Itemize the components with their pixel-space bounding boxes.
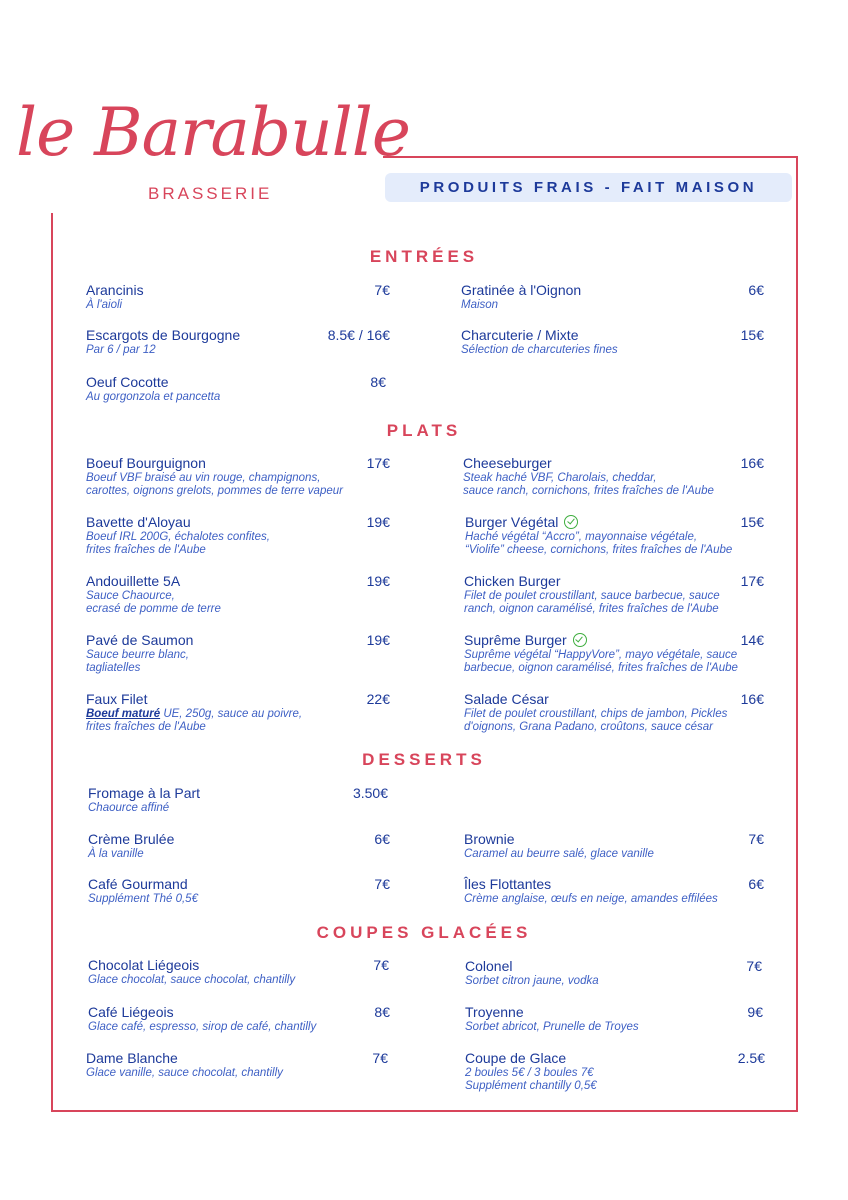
menu-item — [88, 957, 389, 987]
menu-item — [463, 455, 764, 498]
item-desc: Supplément chantilly 0,5€ — [465, 1080, 597, 1092]
item-desc: Caramel au beurre salé, glace vanille — [464, 848, 654, 860]
menu-item — [465, 514, 764, 557]
item-name: Bavette d'Aloyau — [86, 514, 191, 530]
item-name: Escargots de Bourgogne — [86, 327, 241, 343]
item-desc: Au gorgonzola et pancetta — [86, 391, 221, 403]
item-name: Troyenne — [465, 1004, 524, 1020]
item-desc: Haché végétal “Accro”, mayonnaise végétale, — [465, 531, 698, 543]
item-desc: Glace chocolat, sauce chocolat, chantilly — [88, 974, 296, 986]
item-price: 8.5€ / 16€ — [327, 327, 390, 343]
item-name: Fromage à la Part — [88, 785, 201, 801]
item-price: 17€ — [366, 455, 390, 471]
item-name: Îles Flottantes — [464, 876, 552, 892]
item-price: 7€ — [746, 958, 762, 974]
item-desc: Supplément Thé 0,5€ — [88, 893, 198, 905]
item-name: Coupe de Glace — [465, 1050, 567, 1066]
menu-item — [86, 327, 390, 357]
item-name — [465, 514, 764, 530]
item-desc: Crème anglaise, œufs en neige, amandes effilées — [464, 893, 718, 905]
item-price: 3.50€ — [352, 785, 388, 801]
item-name: Salade César — [464, 691, 549, 707]
item-desc: ecrasé de pomme de terre — [86, 603, 221, 615]
item-name: Gratinée à l'Oignon — [461, 282, 582, 298]
brand-logo — [16, 94, 410, 203]
tagline-badge: PRODUITS FRAIS - FAIT MAISON — [385, 173, 792, 202]
item-desc — [86, 708, 390, 721]
item-name: Café Liégeois — [88, 1004, 174, 1020]
menu-item — [88, 1004, 390, 1034]
item-name: Andouillette 5A — [86, 573, 181, 589]
menu-item — [88, 876, 390, 906]
item-desc: carottes, oignons grelots, pommes de terre vapeur — [86, 485, 343, 497]
menu-item — [86, 374, 386, 404]
item-name: Dame Blanche — [86, 1050, 178, 1066]
item-name: Chicken Burger — [464, 573, 561, 589]
item-desc: tagliatelles — [86, 662, 141, 674]
section-title-desserts: DESSERTS — [362, 750, 486, 769]
item-desc: Filet de poulet croustillant, chips de jambon, Pickles — [464, 708, 728, 720]
menu-item — [464, 632, 764, 675]
item-desc: Sorbet abricot, Prunelle de Troyes — [465, 1021, 639, 1033]
item-price: 15€ — [740, 514, 764, 530]
menu-item — [465, 1050, 765, 1093]
menu-item — [88, 831, 390, 861]
item-desc: Sélection de charcuteries fines — [461, 344, 618, 356]
item-name: Colonel — [465, 958, 513, 974]
item-name — [464, 632, 764, 648]
item-desc: Sauce Chaource, — [86, 590, 175, 602]
menu-item — [464, 573, 764, 616]
menu-item — [464, 691, 764, 734]
item-name: Faux Filet — [86, 691, 148, 707]
item-name: Pavé de Saumon — [86, 632, 194, 648]
item-price: 17€ — [740, 573, 764, 589]
item-price: 7€ — [372, 1050, 388, 1066]
item-price: 7€ — [373, 957, 389, 973]
menu-item — [464, 831, 764, 861]
item-price: 16€ — [740, 455, 764, 471]
item-desc: Steak haché VBF, Charolais, cheddar, — [463, 472, 657, 484]
brand-subtitle: BRASSERIE — [148, 184, 273, 203]
item-price: 6€ — [748, 282, 764, 298]
menu-item — [461, 327, 764, 357]
item-price: 9€ — [747, 1004, 763, 1020]
item-desc-text: UE, 250g, sauce au poivre, — [160, 708, 303, 720]
item-desc: Maison — [461, 299, 499, 311]
menu-item — [88, 785, 388, 815]
item-desc: À l'aioli — [86, 299, 123, 311]
section-title-entrees: ENTRÉES — [369, 247, 479, 266]
item-desc: barbecue, oignon caramélisé, frites fraîches de l'Aube — [464, 662, 738, 674]
vegan-check-icon — [573, 633, 587, 647]
item-price: 15€ — [740, 327, 764, 343]
item-price: 22€ — [366, 691, 390, 707]
item-desc: Sorbet citron jaune, vodka — [465, 975, 599, 987]
item-name: Brownie — [464, 831, 515, 847]
item-price: 7€ — [748, 831, 764, 847]
item-price: 8€ — [370, 374, 386, 390]
item-price: 19€ — [366, 573, 390, 589]
item-name: Arancinis — [86, 282, 144, 298]
item-desc: 2 boules 5€ / 3 boules 7€ — [465, 1067, 594, 1079]
item-desc: ranch, oignon caramélisé, frites fraîches de l'Aube — [464, 603, 719, 615]
item-desc: Suprême végétal “HappyVore”, mayo végétale, sauce — [464, 649, 738, 661]
item-desc: Filet de poulet croustillant, sauce barbecue, sauce — [464, 590, 720, 602]
section-title-plats: PLATS — [386, 421, 462, 440]
item-price: 16€ — [740, 691, 764, 707]
item-desc: Boeuf VBF braisé au vin rouge, champignons, — [86, 472, 321, 484]
menu-item — [465, 1004, 763, 1034]
item-desc: À la vanille — [88, 848, 144, 860]
item-desc: Sauce beurre blanc, — [86, 649, 189, 661]
item-desc: frites fraîches de l'Aube — [86, 721, 206, 733]
menu-item — [86, 632, 390, 675]
item-price: 8€ — [374, 1004, 390, 1020]
item-desc: Glace vanille, sauce chocolat, chantilly — [86, 1067, 283, 1079]
item-desc: Boeuf IRL 200G, échalotes confites, — [86, 531, 270, 543]
item-name-text: Burger Végétal — [465, 514, 559, 530]
item-price: 19€ — [366, 632, 390, 648]
item-name: Boeuf Bourguignon — [86, 455, 206, 471]
menu-item — [465, 958, 762, 988]
item-name: Café Gourmand — [88, 876, 188, 892]
item-price: 2.5€ — [737, 1050, 765, 1066]
menu-item — [86, 282, 390, 312]
item-desc: Glace café, espresso, sirop de café, chantilly — [88, 1021, 317, 1033]
item-desc: sauce ranch, cornichons, frites fraîches de l'Aube — [463, 485, 714, 497]
menu-item — [86, 691, 390, 734]
item-name: Cheeseburger — [463, 455, 552, 471]
item-price: 7€ — [374, 876, 390, 892]
item-price: 19€ — [366, 514, 390, 530]
section-title-coupes: COUPES GLACÉES — [316, 923, 532, 942]
item-desc: d'oignons, Grana Padano, croûtons, sauce césar — [464, 721, 713, 733]
item-name: Oeuf Cocotte — [86, 374, 169, 390]
item-name: Crème Brulée — [88, 831, 175, 847]
vegan-check-icon — [564, 515, 578, 529]
menu-item — [86, 573, 390, 616]
menu-item — [86, 514, 390, 557]
item-price: 7€ — [374, 282, 390, 298]
item-price: 14€ — [740, 632, 764, 648]
brand-name: le Barabulle — [16, 94, 410, 171]
item-price: 6€ — [748, 876, 764, 892]
menu-item — [461, 282, 764, 312]
item-desc: frites fraîches de l'Aube — [86, 544, 206, 556]
item-price: 6€ — [374, 831, 390, 847]
item-name: Charcuterie / Mixte — [461, 327, 579, 343]
item-desc: Par 6 / par 12 — [86, 344, 156, 356]
item-desc: Chaource affiné — [88, 802, 170, 814]
item-desc: “Violife” cheese, cornichons, frites fraîches de l'Aube — [465, 544, 733, 556]
item-name-text: Suprême Burger — [464, 632, 567, 648]
item-desc-highlight: Boeuf maturé — [86, 708, 161, 720]
item-name: Chocolat Liégeois — [88, 957, 200, 973]
menu-item — [86, 455, 390, 498]
menu-item — [464, 876, 764, 906]
menu-item — [86, 1050, 388, 1080]
